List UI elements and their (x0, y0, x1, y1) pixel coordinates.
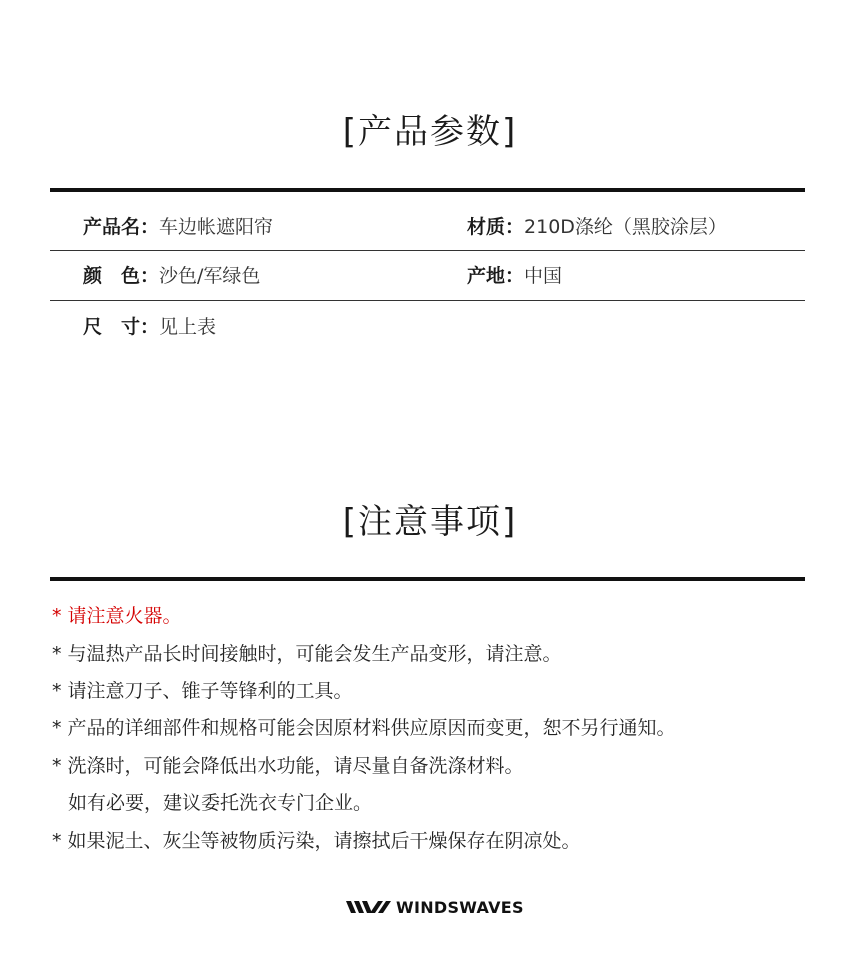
param-value: 210D涤纶（黑胶涂层） (524, 216, 727, 238)
notes-top-rule (50, 577, 805, 581)
note-item: * 洗涤时，可能会降低出水功能，请尽量自备洗涤材料。 (52, 755, 524, 777)
param-product-name (83, 215, 273, 239)
param-material (467, 215, 727, 239)
windswaves-logo-icon (346, 899, 392, 915)
param-value: 见上表 (159, 316, 217, 338)
note-item: * 产品的详细部件和规格可能会因原材料供应原因而变更，恕不另行通知。 (52, 717, 676, 739)
note-item: * 如果泥土、灰尘等被物质污染，请擦拭后干燥保存在阴凉处。 (52, 830, 581, 852)
param-value: 沙色/军绿色 (159, 265, 261, 287)
param-size (83, 315, 216, 339)
param-label: 材质： (467, 216, 525, 238)
param-label: 尺 寸： (83, 316, 160, 338)
note-item: * 与温热产品长时间接触时，可能会发生产品变形，请注意。 (52, 643, 562, 665)
params-row-divider (50, 300, 805, 301)
note-item-fire-warning: * 请注意火器。 (52, 605, 182, 627)
note-item-continuation: 如有必要，建议委托洗衣专门企业。 (68, 792, 373, 814)
param-label: 颜 色： (83, 265, 160, 287)
brand-name: WINDSWAVES (396, 897, 524, 917)
param-color (83, 264, 260, 288)
param-origin (467, 264, 562, 288)
params-top-rule (50, 188, 805, 192)
params-title: [产品参数] (342, 112, 518, 152)
params-row-divider (50, 250, 805, 251)
brand-logo (346, 896, 524, 918)
param-value: 车边帐遮阳帘 (159, 216, 274, 238)
notes-title: [注意事项] (342, 502, 518, 542)
param-label: 产品名： (83, 216, 160, 238)
note-item: * 请注意刀子、锥子等锋利的工具。 (52, 680, 353, 702)
param-label: 产地： (467, 265, 525, 287)
param-value: 中国 (524, 265, 563, 287)
